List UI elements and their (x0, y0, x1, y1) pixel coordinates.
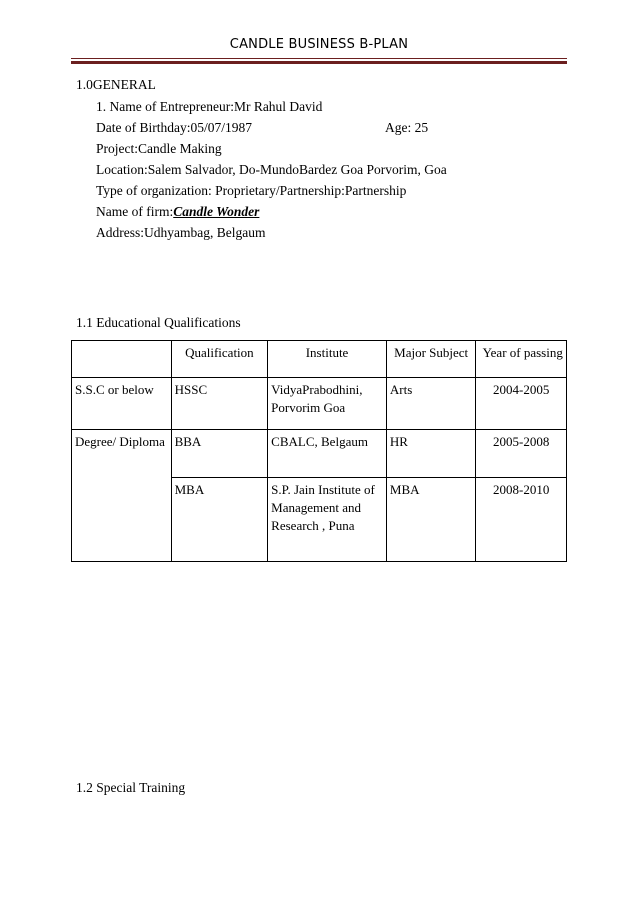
page-header-title: CANDLE BUSINESS B-PLAN (229, 37, 409, 52)
firm-label: Name of firm: (96, 204, 174, 219)
level-cell: Degree/ Diploma (72, 430, 172, 478)
firm-name: Candle Wonder (173, 204, 260, 219)
institute-cell: VidyaPrabodhini, Porvorim Goa (268, 378, 387, 430)
header-rule-thick (71, 61, 567, 64)
qualification-cell: BBA (171, 430, 268, 478)
education-table (71, 340, 567, 562)
section-heading-general: 1.0GENERAL (76, 77, 156, 92)
header-rule-thin (71, 58, 567, 59)
major-cell: Arts (386, 378, 476, 430)
address: Address:Udhyambag, Belgaum (96, 225, 266, 240)
year-cell: 2004-2005 (476, 378, 567, 430)
section-heading-education: 1.1 Educational Qualifications (76, 315, 241, 330)
firm-line (96, 204, 259, 220)
table-row (72, 478, 567, 562)
level-cell: S.S.C or below (72, 378, 172, 430)
table-row (72, 430, 567, 478)
location: Location:Salem Salvador, Do-MundoBardez Goa Porvorim, Goa (96, 162, 447, 177)
major-cell: HR (386, 430, 476, 478)
level-cell (72, 478, 172, 562)
section-heading-training: 1.2 Special Training (76, 780, 186, 795)
age: Age: 25 (385, 120, 429, 135)
qualification-cell: MBA (171, 478, 268, 562)
table-row (72, 378, 567, 430)
year-cell: 2005-2008 (476, 430, 567, 478)
column-header: Qualification (171, 341, 268, 378)
date-of-birth: Date of Birthday:05/07/1987 (96, 120, 252, 135)
major-cell: MBA (386, 478, 476, 562)
entrepreneur-name: 1. Name of Entrepreneur:Mr Rahul David (96, 99, 323, 114)
column-header: Year of passing (476, 341, 567, 378)
institute-cell: CBALC, Belgaum (268, 430, 387, 478)
organization-type: Type of organization: Proprietary/Partnership:Partnership (96, 183, 407, 198)
project: Project:Candle Making (96, 141, 222, 156)
column-header: Major Subject (386, 341, 476, 378)
table-header-row (72, 341, 567, 378)
column-header (72, 341, 172, 378)
institute-cell: S.P. Jain Institute of Management and Research , Puna (268, 478, 387, 562)
column-header: Institute (268, 341, 387, 378)
year-cell: 2008-2010 (476, 478, 567, 562)
qualification-cell: HSSC (171, 378, 268, 430)
